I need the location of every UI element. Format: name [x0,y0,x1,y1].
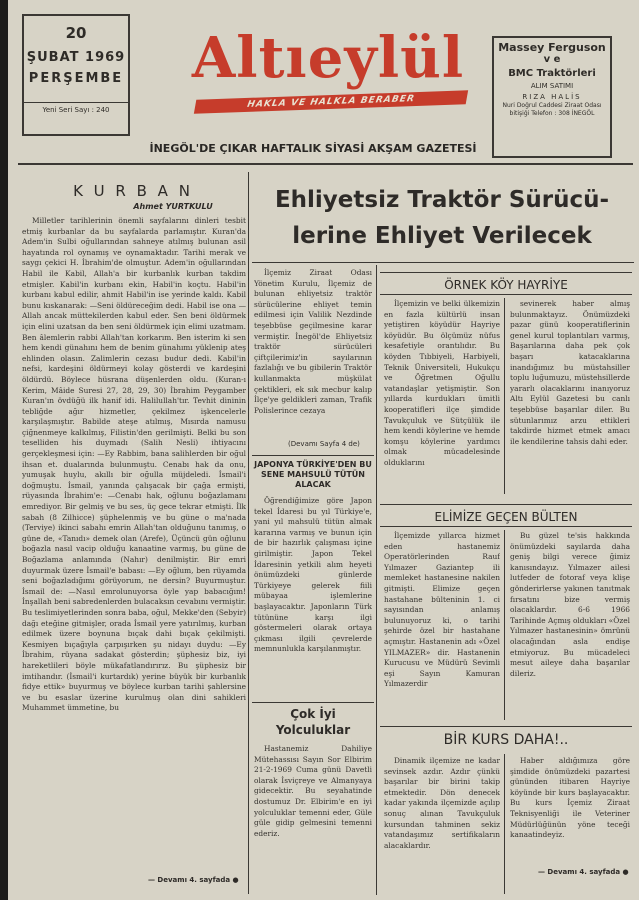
section-divider [380,294,632,295]
hayriye-title: ÖRNEK KÖY HAYRİYE [444,278,568,292]
masthead-divider [18,163,633,165]
kurban-author: Ahmet YURTKULU [133,202,213,211]
ad-line-1: Massey Ferguson [498,41,606,54]
ad-line-5: RIZA HALİS [522,93,582,101]
issue-weekday: PERŞEMBE [28,71,124,86]
ad-line-3: BMC Traktörleri [508,68,596,79]
newspaper-tagline: İNEGÖL'DE ÇIKAR HAFTALIK SİYASİ AKŞAM GAZETESİ [149,142,477,155]
hayriye-text-1: İlçemizin ve belki ülkemizin en fazla kültürlü insan yetiştiren köyüdür Hayriye köyüdür. Bu ölçümüz nüfus kesafetiyle orantılıdır. Bu köyden Tıbbiyeli, Harbiyeli, Teknik Üniversiteli, Hukukçu ve Öğretmen Oğullu vatandaşlar yetişmiştir. Son yıllarda kurdukları ümitli kooperatifleri ilçe şimdide Tavukçuluk ve Sütçülük ile hem kendi köylerine ve hemde komşu köylerine yardımcı olmak mücadelesinde olduklarını [384,299,500,467]
traktor-headline-line1: Ehliyetsiz Traktör Sürücü- [274,187,610,213]
newspaper-logo: Altıeylül [191,25,465,91]
kurs-text-1: Dinamik ilçemize ne kadar sevinsek azdır. Azdır çünkü başarılar bir birini takip etmektedir. Dön denecek kadar yakında ilçemizde açılıp sonuç alınan Tavukçuluk kursundan tahminen sekiz vatandaşımız sertifikaların alacaklardır. [384,756,500,850]
traktor-article [254,268,372,438]
section-divider [380,272,632,273]
bulten-article-col2 [510,531,630,721]
issue-day: 20 [65,24,87,42]
section-divider [380,504,632,505]
kurs-article-col1 [384,756,500,894]
ad-line-4: ALIM SATIMI [530,82,574,90]
column-divider [376,265,377,895]
kurs-text-2: Haber aldığımıza göre şimdide önümüzdeki pazartesi gününden itibaren Hayriye köyünde bir kurs başlayacaktır. Bu kurs İçemiz Ziraat Teknisyenliği ile Veteriner Müdürlüğünün yöne teceği kanaatindeyiz. [510,756,630,840]
newspaper-page [8,0,639,900]
column-divider [504,530,505,720]
bulten-text-1: İlçemizde yıllarca hizmet eden hastanemiz Operatörlerinden Rauf Yılmazer Gaziantep ili memleket hastanesine nakilen gitmişti. Elimize geçen hastahane bülteninin 1. ci sayısından anlamış bulunuyoruz ki, o tarihi şehirde özel bir hastahane açmıştır. Hastanenin adı «Özel YILMAZER» dir. Hastanenin Kurucusu ve Müdürü Sevimli eşi Sayın Kamuran Yılmazerdir [384,531,500,689]
tractor-ad-box [492,36,612,158]
section-divider [252,702,374,703]
traktor-headline [258,182,626,254]
bulten-text-2: Bu güzel te'sis hakkında önümüzdeki sayılarda daha geniş bilgi verece ğimiz kanısındayız. Yılmazer ailesi lutfeder de fotoraf veya klişe gönderirlerse yakınen tanıtmak fırsatını bize vermiş olacaklardır. 6-6 1966 Tarihinde Açmış oldukları «Özel Yılmazer hastanesinin» ömrünü olacağından asla endişe etmiyoruz. Bu mücadeleci mesut aileye daha başarılar dileriz. [510,531,630,678]
yolculuk-article [254,744,372,894]
kurs-continued: — Devamı 4. sayfada ● [538,868,629,876]
kurs-title: BİR KURS DAHA!.. [443,732,569,748]
date-box [22,14,130,136]
traktor-headline-line2: lerine Ehliyet Verilecek [292,223,592,249]
section-divider [380,526,632,527]
kurban-continued: — Devamı 4. sayfada ● [148,876,239,884]
ad-address: Nuri Doğrul Caddesi Ziraat Odası bitişiği Telefon : 308 İNEGÖL [502,102,602,117]
kurban-title: K U R B A N [73,182,193,200]
kurban-text: Milletler tarihlerinin önemli sayfalarını dinleri tesbit etmiş kurbanlar da bu sayfalarda parlamıştır. Kuran'da Adem'in Sulbi oğullarından sahneye atılmış bulunan asil hayatında rol oynamış ve oynamaktadır. Tarihi merak ve saygı çekici H. İbrahim'de olmuştur. Adem'in oğullarından Habil ile Kabil, Allah'a bir kurbanlık kurban takdim etmişler. Kabil'in kurbanı ekin, Habil'in koçtu. Habil'in kurbanı kabul edilir, ahmit Habil'in ise yerinde kaldı. Kabil bunu kıskanarak: —Seni öldüreceğim dedi. Habil ise ona —Allah ancak müttekilerden kabul eder. Sen beni öldürmek için elini uzatsan da ben seni öldürmek için elimi uzatmam. Ben âlemlerin rabbi Allah'tan korkarım. Ben isterim ki sen hem kendi günahını hem de benim günahımı yüklenip ateş ehlinden olasın. Zalimlerin cezası budur dedi. Kabil'in nefsi, kardeşini öldürmeyi kolay gösterdi ve kardeşini öldürdü. Böylece hüsrana düşenlerden oldu. (Kuran-ı Kerim, Mâide Suresi 27, 28, 29, 30) İbrahim Peygamber Kuran'ın övdüğü ilk hanif idi. Halilullah'tır. Tevhit dininin tebliğde ağır hizmetler, çekilmez işkencelerle karşılaşmıştır. Babilde ateşe atılmış, Mısırda namusu çiğnenmeye kalkılmış, Filistin'den gerilmişti. Belki bu son teselliden his duymadı (Salih Nesli) ihtiyacını gerçekleşmesi için: —Ey Rabbim, bana salihlerden bir oğul ihsan et. dualarında bulunmuştu. Cenabı hak da onu, yumuşak huylu, akıllı bir oğulla müjdeledi. İsmail'i doğmuştu. İsmail, yanında çalışacak bir çağa ermişti, rüyasında İbrahim'e: —Cenabı hak, oğlunu boğazlamanı emrediyor. Bir gelmiş ve bu ses, üç gece tekrar etmişti. İlk sabah (8 Zilhicce) şüphelenmiş ve bu güne o ma'nada (Terviye) ikinci sabahı emrin Allah'tan olduğunu tanımış, o güne de, «Tanıdı» demek olan (Arefe), Üçüncü gün oğlunu boğazla nasıl vacip olduğu kanaatine varmış, bu güne de Boğazlama anlamında (Nahır) denilmiştir. Bir emri duyurmak üzere İsmail'e babası: —Ey oğlum, ben rüyamda seni boğazladığımı görüyorum, ne dersin? Buyurmuştur. İsmail de: —Nasıl emrolunuyorsa öyle yap babacığım! İnşallah beni sabredenlerden bulacaksın cevabını vermiştir. Bu teslimiyetlerinden sonra baba, oğul, Mekke'den (Sebyir) dağı eteğine gitmişler, orada İsmail yere yatırılmış, kurban edilmek üzere boynuna bıçak dahi bıçak çekilmişti. Kesmiyen bıçağıyla çarpışırken şu nidayı duydu: —Ey İbrahim, rüyana sadakat gösterdin; şüphesiz biz, iyi hareketlileri böyle mükafatlandırırız. Bu şüphesiz bir imtihandır. (İsmail'i kurtardık) yerine büyük bir kurbanlık fidye ettik» buyurmuş ve böylece kurban tarihi şahlersine ve bu esaslar üzerine kurulmuş olan dini sahikleri Muhammet ümmetine, bu [22,216,246,713]
traktor-text: İlçemiz Ziraat Odası Yönetim Kurulu, İlçemiz de bulunan ehliyetsiz traktör sürücülerine ehliyet temin edilmesi için Valilik Nezdinde teşebbüse geçilmesine karar vermiştir. İnegöl'de Ehliyetsiz traktör sürücüleri çiftçilerimiz'in sayılarının fazlalığı ve bu gibilerin Traktör kullanmakta müşkülat çektikleri, ek sık mecbur kalıp İlçe'ye geldikleri zaman, Trafik Polislerince cezaya [254,268,372,415]
column-divider [504,754,505,894]
ad-line-2: v e [543,54,561,65]
yolculuk-text: Hastanemiz Dahiliye Mütehassısı Sayın Sor Elbirim 21-2-1969 Cuma günü Davetli olarak İsviçreye ve Almanyaya gidecektir. Bu seyahatinde dostumuz Dr. Elbirim'e en iyi yolculuklar temenni eder, Güle güle gidip gelmesini temenni ederiz. [254,744,372,838]
hayriye-article-col2 [510,299,630,495]
column-divider [504,298,505,494]
tutun-title: JAPONYA TÜRKİYE'DEN BU SENE MAHSULÜ TÜTÜN ALACAK [254,460,372,489]
bulten-title: ELİMİZE GEÇEN BÜLTEN [434,510,578,524]
kurs-article-col2 [510,756,630,866]
kurban-article [22,216,246,866]
yolculuk-title: Çok İyi Yolculuklar [275,707,351,737]
column-divider [248,172,249,894]
headline-divider [252,262,634,263]
hayriye-article-col1 [384,299,500,495]
section-divider [252,455,374,456]
tutun-article [254,496,372,696]
issue-month-year: ŞUBAT 1969 [26,50,126,65]
issue-number: Yeni Seri Sayı : 240 [24,102,128,114]
hayriye-text-2: sevinerek haber almış bulunmaktayız. Önümüzdeki pazar günü kooperatiflerinin genel kurul toplantıları varmış, Başarılarına daha pek çok başarı katacaklarına inandığımız bu müstahsiller toplu luğumuzu, müstehsillerde yararlı olacaklarını inanıyoruz Altı Eylül Gazetesi bu canlı teşebbüse başarılar diler. Bu sütunlarımız arzu ettikleri takdirde hizmet etmek amacı ile kendilerine tahsis dahi eder. [510,299,630,446]
traktor-continued: (Devamı Sayfa 4 de) [288,440,360,448]
bulten-article-col1 [384,531,500,721]
section-divider [380,726,632,727]
newspaper-slogan: HAKLA VE HALKLA BERABER [194,90,468,113]
tutun-text: Öğrendiğimize göre Japon tekel İdaresi bu yıl Türkiye'e, yani yıl mahsulü tütün almak kararına varmış ve bunun için de bir hazırlık çalışması içine girilmiştir. Japon Tekel İdaresinin yetkili alım heyeti önümüzdeki günlerde Türkiyeye gelerek fiili mübayaa işlemlerine başlayacaktır. Japonların Türk tütününe karşı ilgi göstermeleri olarak ortaya çıkması ilgili çevrelerde memnunlukla karşılanmıştır. [254,496,372,654]
